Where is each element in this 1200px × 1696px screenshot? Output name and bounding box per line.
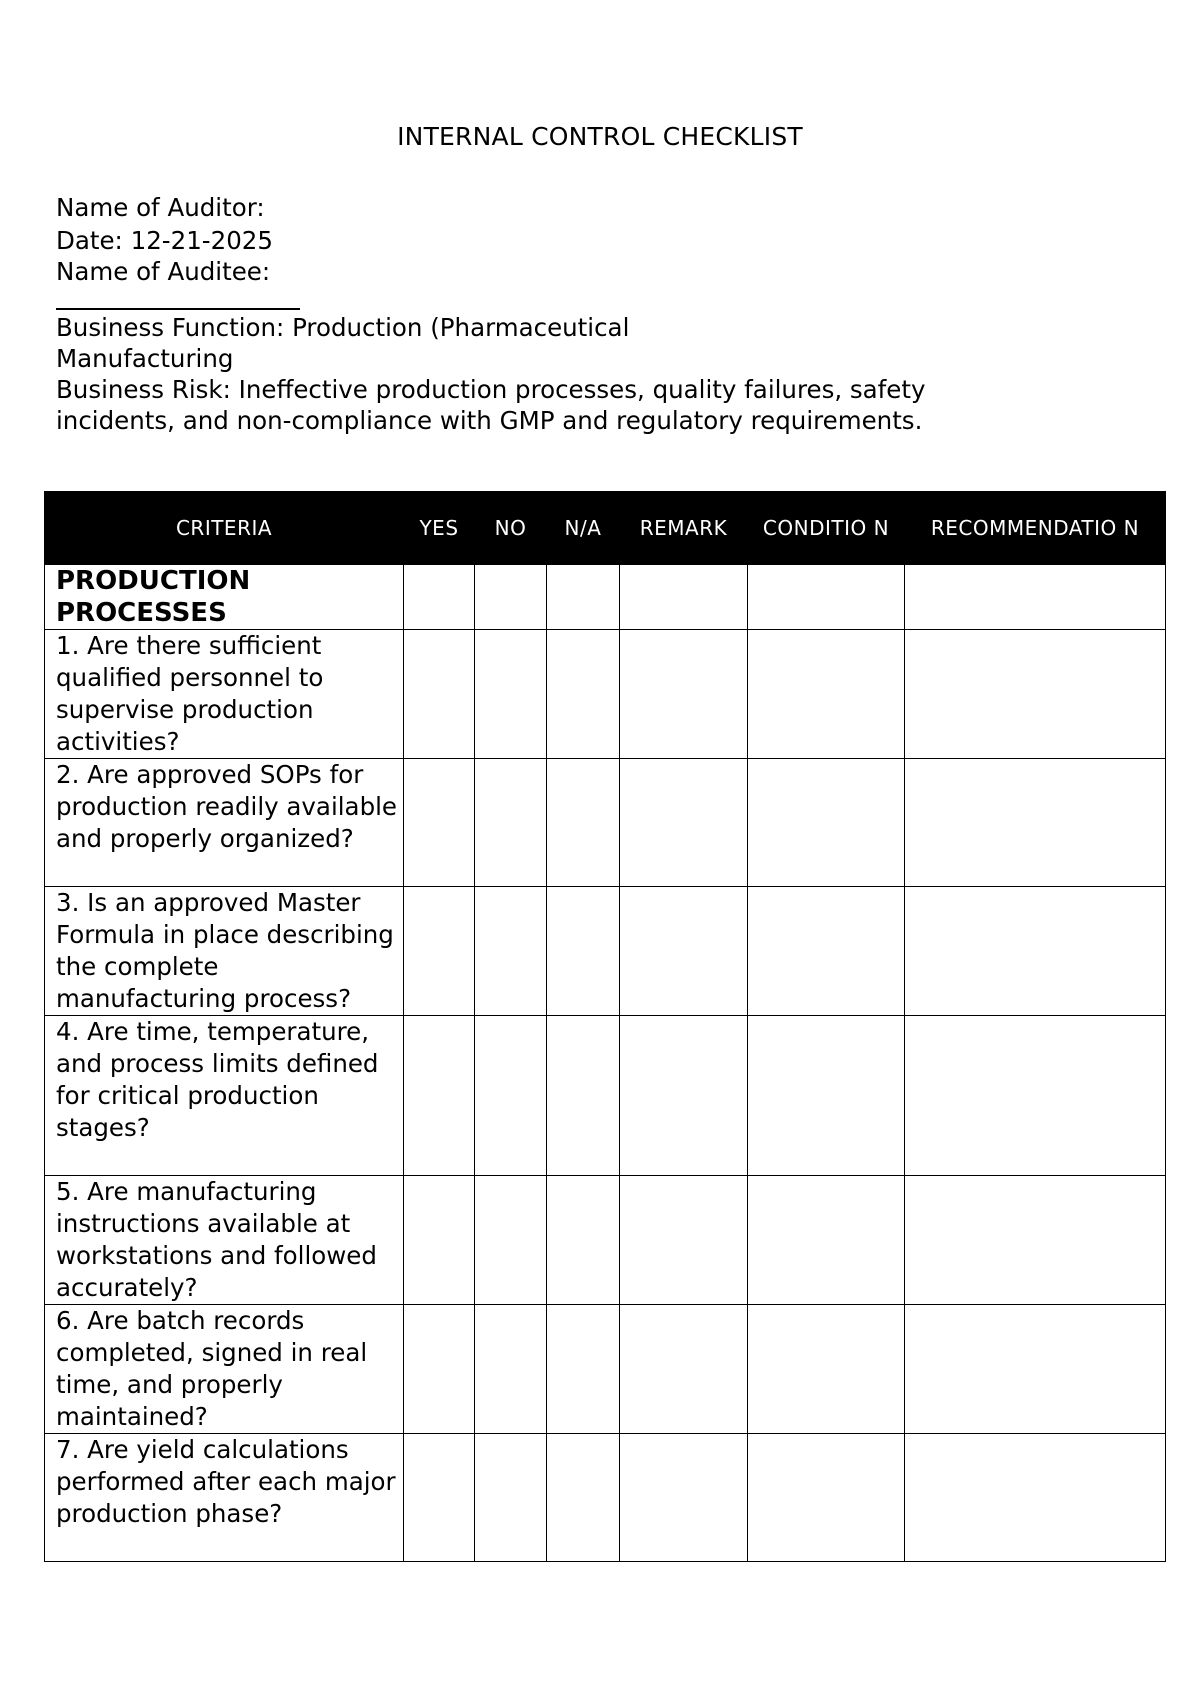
auditee-name-blank — [56, 287, 300, 310]
column-header-no: NO — [475, 492, 547, 565]
column-header-remark: REMARK — [620, 492, 748, 565]
no-cell[interactable] — [475, 1434, 547, 1562]
recommendation-cell[interactable] — [905, 1434, 1166, 1562]
audit-date: Date: 12-21-2025 — [56, 226, 273, 255]
yes-cell[interactable] — [404, 565, 475, 630]
recommendation-cell[interactable] — [905, 759, 1166, 887]
table-row — [45, 630, 1166, 759]
criteria-cell: 1. Are there sufficient qualified personnel to supervise production activities? — [45, 630, 404, 759]
na-cell[interactable] — [547, 1305, 620, 1434]
table-row — [45, 1434, 1166, 1562]
no-cell[interactable] — [475, 1016, 547, 1176]
criteria-cell: 6. Are batch records completed, signed in real time, and properly maintained? — [45, 1305, 404, 1434]
remark-cell[interactable] — [620, 1176, 748, 1305]
checklist-table — [44, 491, 1166, 1562]
recommendation-cell[interactable] — [905, 630, 1166, 759]
remark-cell[interactable] — [620, 887, 748, 1016]
table-row — [45, 1176, 1166, 1305]
table-row — [45, 887, 1166, 1016]
business-function-line2: Manufacturing — [56, 344, 234, 373]
yes-cell[interactable] — [404, 1305, 475, 1434]
na-cell[interactable] — [547, 1434, 620, 1562]
section-row — [45, 565, 1166, 630]
condition-cell[interactable] — [748, 1176, 905, 1305]
audit-header — [56, 192, 1056, 436]
condition-cell[interactable] — [748, 630, 905, 759]
no-cell[interactable] — [475, 565, 547, 630]
no-cell[interactable] — [475, 1176, 547, 1305]
na-cell[interactable] — [547, 565, 620, 630]
section-title: PRODUCTION PROCESSES — [45, 565, 404, 630]
recommendation-cell[interactable] — [905, 1305, 1166, 1434]
remark-cell[interactable] — [620, 630, 748, 759]
column-header-recommendation: RECOMMENDATIO N — [905, 492, 1166, 565]
business-function-line1: Business Function: Production (Pharmaceutical — [56, 313, 630, 342]
no-cell[interactable] — [475, 759, 547, 887]
no-cell[interactable] — [475, 630, 547, 759]
criteria-cell: 2. Are approved SOPs for production readily available and properly organized? — [45, 759, 404, 887]
criteria-cell: 5. Are manufacturing instructions available at workstations and followed accurately? — [45, 1176, 404, 1305]
yes-cell[interactable] — [404, 1016, 475, 1176]
yes-cell[interactable] — [404, 1434, 475, 1562]
condition-cell[interactable] — [748, 887, 905, 1016]
table-row — [45, 759, 1166, 887]
na-cell[interactable] — [547, 630, 620, 759]
condition-cell[interactable] — [748, 759, 905, 887]
column-header-yes: YES — [404, 492, 475, 565]
na-cell[interactable] — [547, 759, 620, 887]
column-header-condition: CONDITIO N — [748, 492, 905, 565]
table-header-row — [45, 492, 1166, 565]
column-header-na: N/A — [547, 492, 620, 565]
business-risk-line2: incidents, and non-compliance with GMP and regulatory requirements. — [56, 406, 923, 435]
condition-cell[interactable] — [748, 565, 905, 630]
remark-cell[interactable] — [620, 565, 748, 630]
recommendation-cell[interactable] — [905, 565, 1166, 630]
yes-cell[interactable] — [404, 887, 475, 1016]
criteria-cell: 3. Is an approved Master Formula in place describing the complete manufacturing process? — [45, 887, 404, 1016]
yes-cell[interactable] — [404, 630, 475, 759]
no-cell[interactable] — [475, 1305, 547, 1434]
auditor-name-label: Name of Auditor: — [56, 193, 265, 222]
na-cell[interactable] — [547, 887, 620, 1016]
table-row — [45, 1016, 1166, 1176]
remark-cell[interactable] — [620, 1434, 748, 1562]
yes-cell[interactable] — [404, 759, 475, 887]
auditee-name-label: Name of Auditee: — [56, 257, 271, 286]
yes-cell[interactable] — [404, 1176, 475, 1305]
recommendation-cell[interactable] — [905, 887, 1166, 1016]
criteria-cell: 4. Are time, temperature, and process limits defined for critical production stages? — [45, 1016, 404, 1176]
condition-cell[interactable] — [748, 1434, 905, 1562]
recommendation-cell[interactable] — [905, 1176, 1166, 1305]
no-cell[interactable] — [475, 887, 547, 1016]
column-header-criteria: CRITERIA — [45, 492, 404, 565]
table-row — [45, 1305, 1166, 1434]
na-cell[interactable] — [547, 1016, 620, 1176]
na-cell[interactable] — [547, 1176, 620, 1305]
condition-cell[interactable] — [748, 1305, 905, 1434]
criteria-cell: 7. Are yield calculations performed after each major production phase? — [45, 1434, 404, 1562]
page-title: INTERNAL CONTROL CHECKLIST — [397, 122, 803, 151]
remark-cell[interactable] — [620, 1016, 748, 1176]
condition-cell[interactable] — [748, 1016, 905, 1176]
remark-cell[interactable] — [620, 1305, 748, 1434]
business-risk-line1: Business Risk: Ineffective production processes, quality failures, safety — [56, 375, 926, 404]
recommendation-cell[interactable] — [905, 1016, 1166, 1176]
remark-cell[interactable] — [620, 759, 748, 887]
